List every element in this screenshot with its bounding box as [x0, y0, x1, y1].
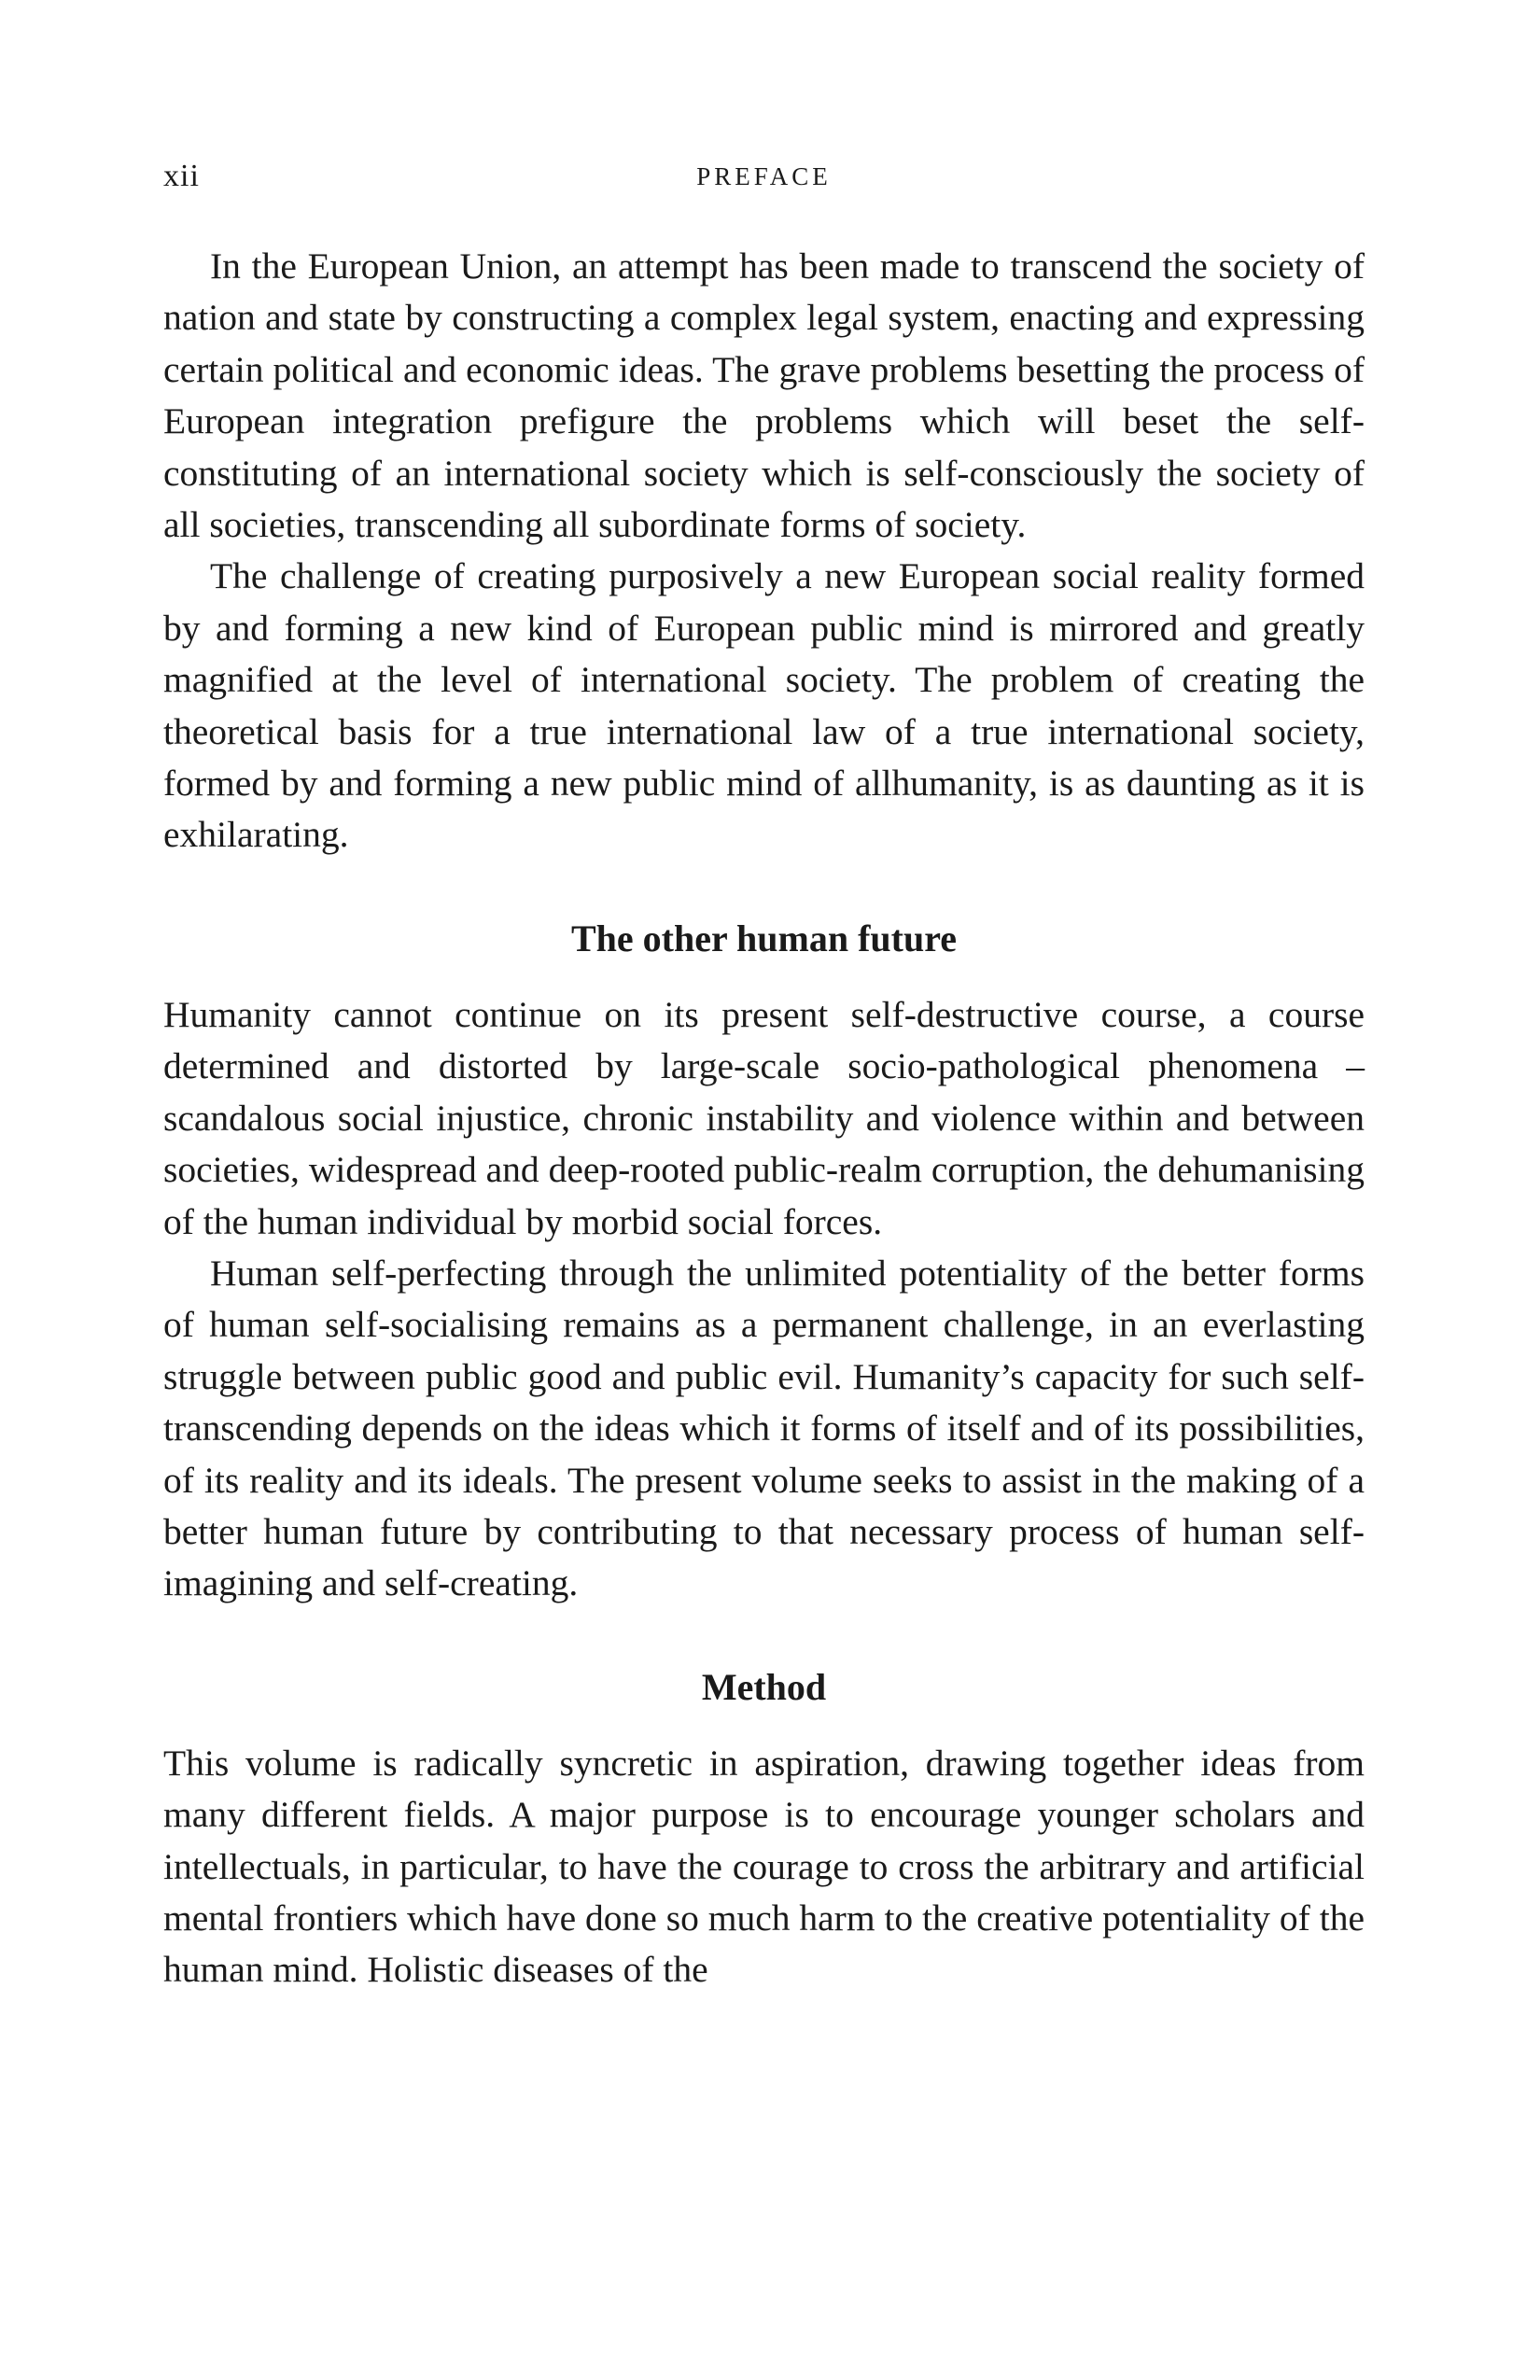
paragraph-future-1: Humanity cannot continue on its present self-destructive course, a course determined and distorted by large-scale socio-pathological phenomena – scandalous social injustice, chronic instability and violence within and between societies, widespread and deep-rooted public-realm corruption, the dehumanising of the human individual by morbid social forces. [163, 993, 1365, 1242]
page-number: xii [163, 159, 200, 193]
paragraph-intro-2: The challenge of creating purposively a new European social reality formed by and forming a new kind of European public mind is mirrored and greatly magnified at the level of international society. The problem of creating the theoretical basis for a true international law of a true international society, formed by and forming a new public mind of allhumanity, is as daunting as it is exhilarating. [163, 555, 1365, 856]
paragraph-future-2: Human self-perfecting through the unlimited potentiality of the better forms of human self-socialising remains as a permanent challenge, in an everlasting struggle between public good and public evil. Humanity’s capacity for such self-transcending depends on the ideas which it forms of itself and of its possibilities, of its reality and its ideals. The present volume seeks to assist in the making of a better human future by contributing to that necessary process of human self-imagining and self-creating. [163, 1252, 1365, 1604]
book-page [163, 159, 1365, 1996]
running-head-title: PREFACE [696, 162, 832, 190]
paragraph-method-1: This volume is radically syncretic in aspiration, drawing together ideas from many different fields. A major purpose is to encourage younger scholars and intellectuals, in particular, to have the courage to cross the arbitrary and artificial mental frontiers which have done so much harm to the creative potentiality of the human mind. Holistic diseases of the [163, 1742, 1365, 1991]
section-heading-other-human-future: The other human future [570, 917, 957, 959]
running-head [163, 159, 1365, 200]
paragraph-intro-1: In the European Union, an attempt has been made to transcend the society of nation and state by constructing a complex legal system, enacting and expressing certain political and economic ideas. The grave problems besetting the process of European integration prefigure the problems which will beset the self-constituting of an international society which is self-consciously the society of all societies, transcending all subordinate forms of society. [163, 245, 1365, 546]
section-heading-method: Method [701, 1665, 827, 1708]
